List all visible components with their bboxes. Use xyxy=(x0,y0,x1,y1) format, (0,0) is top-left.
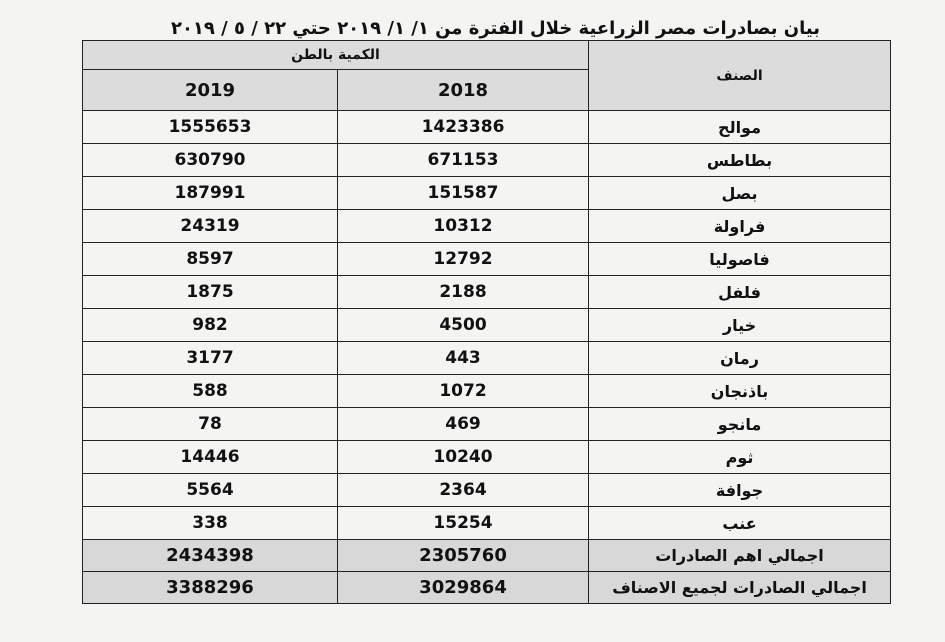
value-2018-cell: 2188 xyxy=(338,276,589,309)
value-2018-cell: 469 xyxy=(338,408,589,441)
category-cell: رمان xyxy=(589,342,891,375)
category-cell: موالح xyxy=(589,111,891,144)
table-row xyxy=(83,375,891,408)
category-header: الصنف xyxy=(589,41,891,111)
category-cell: فاصوليا xyxy=(589,243,891,276)
value-2019-cell: 5564 xyxy=(83,474,338,507)
value-2018-cell: 2364 xyxy=(338,474,589,507)
value-2018-cell: 12792 xyxy=(338,243,589,276)
value-2019-cell: 24319 xyxy=(83,210,338,243)
total-row xyxy=(83,572,891,604)
category-cell: فلفل xyxy=(589,276,891,309)
category-cell: فراولة xyxy=(589,210,891,243)
table-row xyxy=(83,342,891,375)
table-row xyxy=(83,144,891,177)
value-2019-cell: 14446 xyxy=(83,441,338,474)
value-2019-cell: 1555653 xyxy=(83,111,338,144)
value-2018-cell: 2305760 xyxy=(338,540,589,572)
table-row xyxy=(83,474,891,507)
table-row xyxy=(83,210,891,243)
table-row xyxy=(83,408,891,441)
year-2018-header: 2018 xyxy=(338,70,589,111)
value-2018-cell: 3029864 xyxy=(338,572,589,604)
category-cell: باذنجان xyxy=(589,375,891,408)
table-row xyxy=(83,309,891,342)
value-2018-cell: 1423386 xyxy=(338,111,589,144)
page-title: بيان بصادرات مصر الزراعية خلال الفترة من ١/ ١/ ٢٠١٩ حتي ٢٢ / ٥ / ٢٠١٩ xyxy=(170,18,820,39)
category-cell: بطاطس xyxy=(589,144,891,177)
category-cell: عنب xyxy=(589,507,891,540)
table-row xyxy=(83,276,891,309)
value-2019-cell: 2434398 xyxy=(83,540,338,572)
header-row-quantity xyxy=(83,41,891,70)
value-2019-cell: 3388296 xyxy=(83,572,338,604)
category-cell: بصل xyxy=(589,177,891,210)
exports-table xyxy=(82,40,891,604)
value-2019-cell: 1875 xyxy=(83,276,338,309)
value-2018-cell: 10240 xyxy=(338,441,589,474)
value-2018-cell: 15254 xyxy=(338,507,589,540)
value-2019-cell: 630790 xyxy=(83,144,338,177)
value-2018-cell: 1072 xyxy=(338,375,589,408)
value-2018-cell: 151587 xyxy=(338,177,589,210)
table-row xyxy=(83,111,891,144)
value-2019-cell: 187991 xyxy=(83,177,338,210)
table-row xyxy=(83,441,891,474)
value-2018-cell: 10312 xyxy=(338,210,589,243)
value-2018-cell: 671153 xyxy=(338,144,589,177)
value-2019-cell: 3177 xyxy=(83,342,338,375)
value-2019-cell: 8597 xyxy=(83,243,338,276)
table-row xyxy=(83,243,891,276)
category-cell: ثوم xyxy=(589,441,891,474)
value-2019-cell: 338 xyxy=(83,507,338,540)
category-cell: اجمالي الصادرات لجميع الاصناف xyxy=(589,572,891,604)
category-cell: اجمالي اهم الصادرات xyxy=(589,540,891,572)
value-2019-cell: 588 xyxy=(83,375,338,408)
value-2018-cell: 4500 xyxy=(338,309,589,342)
value-2018-cell: 443 xyxy=(338,342,589,375)
category-cell: مانجو xyxy=(589,408,891,441)
value-2019-cell: 78 xyxy=(83,408,338,441)
category-cell: جوافة xyxy=(589,474,891,507)
quantity-header: الكمية بالطن xyxy=(83,41,589,70)
table-row xyxy=(83,177,891,210)
value-2019-cell: 982 xyxy=(83,309,338,342)
category-cell: خيار xyxy=(589,309,891,342)
table-row xyxy=(83,507,891,540)
total-row xyxy=(83,540,891,572)
year-2019-header: 2019 xyxy=(83,70,338,111)
